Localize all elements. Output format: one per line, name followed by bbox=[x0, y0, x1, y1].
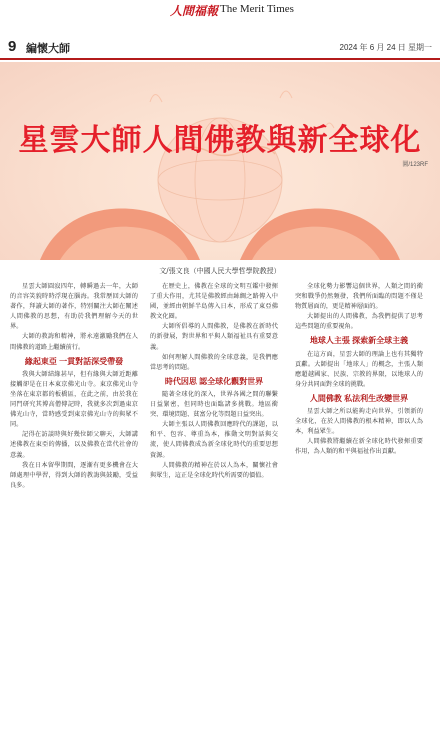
paragraph: 全球化勢力影響這個世界，人類之間的衝突和戰爭仍然頻發，我們所面臨的問題不僅是物質層面的，更是精神層面的。 bbox=[295, 283, 423, 311]
paragraph: 在這方面，星雲大師的理論上也有其獨特貢獻。大師提出「地球人」的概念，主張人類應超越國家、民族、宗教的界限，以地球人的身分共同面對全球的挑戰。 bbox=[295, 350, 423, 388]
paragraph: 如何理解人間佛教的全球意義，是我們應當思考的問題。 bbox=[150, 353, 278, 371]
article-column-1 bbox=[10, 282, 138, 491]
masthead-logo-english: The Merit Times bbox=[220, 3, 294, 15]
headline: 星雲大師人間佛教與新全球化 bbox=[18, 123, 422, 158]
masthead bbox=[0, 0, 440, 20]
article-column-2 bbox=[150, 282, 278, 481]
paragraph: 星雲大師圓寂四年，轉瞬過去一年，大師的音容笑貌時時浮現在腦海。我常歷回大師的著作，拜讀大師的著作，特別關注大師在闡述人間佛教的思想，有助於我們理解今天的世界。 bbox=[10, 283, 138, 331]
paragraph: 大師提出的人間佛教，為我們提供了思考這些問題的重要視角。 bbox=[295, 313, 423, 331]
subheading: 時代因思 認全球化觀對世界 bbox=[164, 376, 264, 386]
subheading: 地球人主張 探索新全球主義 bbox=[309, 336, 409, 346]
subheading: 人間佛教 私法利生改變世界 bbox=[309, 393, 409, 403]
issue-date: 2024 年 6 月 24 日 星期一 bbox=[339, 43, 432, 52]
hero-illustration bbox=[0, 62, 440, 260]
paragraph: 星雲大師之所以能夠走向世界，引領新的全球化，在於人間佛教的根本精神，即以人為本，利益眾生。 bbox=[295, 408, 423, 436]
section-title: 編懷大師 bbox=[26, 43, 70, 55]
image-credit: 圖/123RF bbox=[402, 162, 428, 168]
paragraph: 在歷史上，佛教在全球的文明互鑑中發揮了重大作用，尤其是佛教經由絲綢之路傳入中國，並經由朝鮮半島傳入日本，形成了東亞佛教文化圈。 bbox=[150, 283, 278, 321]
hands-illustration bbox=[0, 62, 440, 260]
paragraph: 隨著全球化的深入，世界各國之間的聯繫日益緊密，但同時也面臨諸多挑戰。地區衝突、環境問題、貧富分化等問題日益突出。 bbox=[150, 390, 278, 419]
masthead-logo-chinese: 人間福報 bbox=[170, 4, 219, 18]
page-number: 9 bbox=[8, 38, 17, 55]
paragraph: 我與大師結緣甚早，但有緣與大師近距離接觸卻是在日本東京佛光山寺。東京佛光山寺坐落在東京都的板橋區，在此之前，由於我在同門研究其博高僧傳記時，我就多次到過東京佛光山寺，當時感受到東京佛光山寺的與眾不同。 bbox=[10, 370, 138, 429]
article-column-3 bbox=[295, 282, 423, 458]
paragraph: 大師主張以人間佛教回應時代的課題，以和平、包容、尊重為本，推動文明對話與交流，使人間佛教成為新全球化時代的重要思想資源。 bbox=[150, 421, 278, 459]
subheading: 緣起東亞 一貫對話深受帶發 bbox=[24, 356, 124, 366]
paragraph: 大師所倡導的人間佛教，是佛教在新時代的新發展，對世界和平與人類福祉具有重要意義。 bbox=[150, 323, 278, 351]
byline: 文/張文良（中國人民大學哲學院教授） bbox=[159, 267, 281, 275]
paragraph: 人間佛教的精神在於以人為本，關懷社會與眾生，這正是全球化時代所需要的價值。 bbox=[150, 461, 278, 479]
page-header bbox=[0, 38, 440, 60]
paragraph: 大師的教誨和精神，將永遠激勵我們在人間佛教的道路上繼續前行。 bbox=[10, 333, 138, 351]
paragraph: 我在日本留學期間，逐漸有更多機會在大師處理中學習，得到大師的教誨與鼓勵，受益良多。 bbox=[10, 461, 138, 489]
paragraph: 人間佛教將繼續在新全球化時代發揮重要作用，為人類的和平與福祉作出貢獻。 bbox=[295, 438, 423, 456]
paragraph: 記得在訪談時與好幾位師父聊天，大師講述佛教在東亞的傳播，以及佛教在當代社會的意義。 bbox=[10, 431, 138, 459]
